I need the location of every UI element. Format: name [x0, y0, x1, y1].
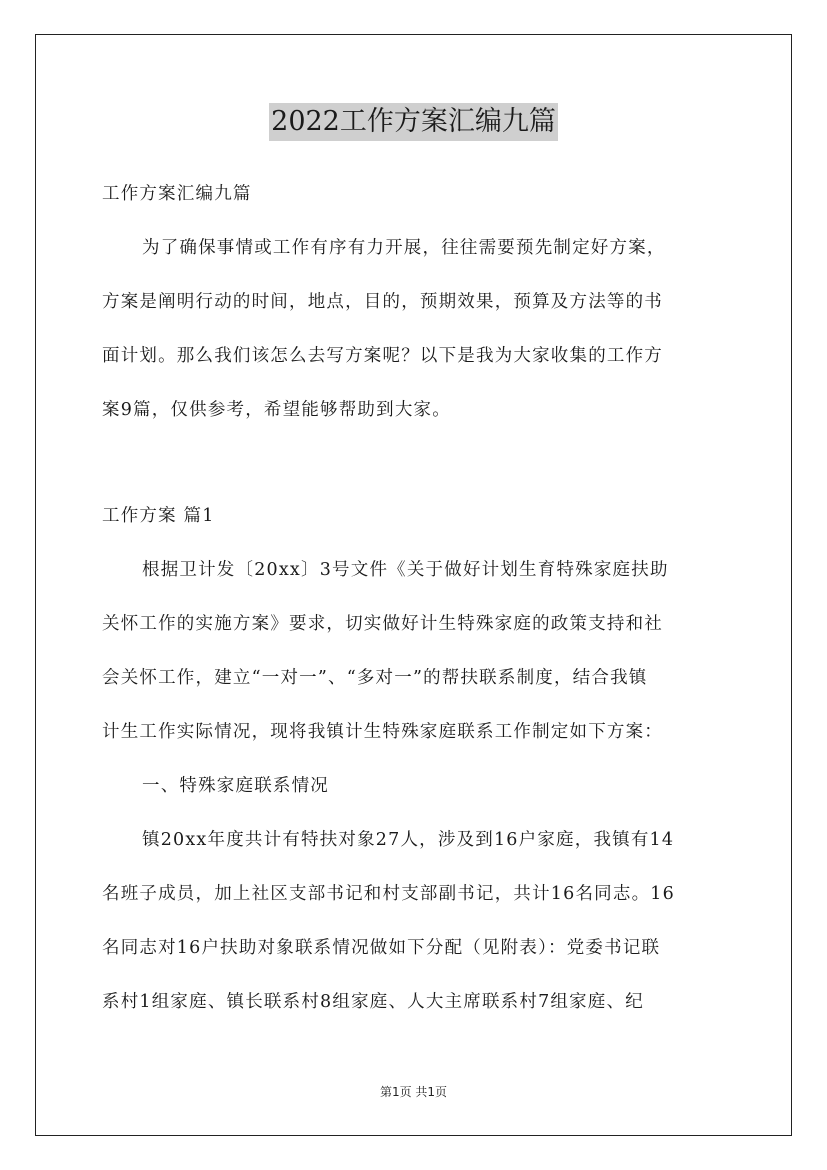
intro-line: 为了确保事情或工作有序有力开展，往往需要预先制定好方案， — [142, 238, 666, 258]
intro-line: 方案是阐明行动的时间，地点，目的，预期效果，预算及方法等的书 — [102, 292, 663, 312]
title-container — [0, 103, 827, 141]
intro-line: 面计划。那么我们该怎么去写方案呢？以下是我为大家收集的工作方 — [102, 346, 663, 366]
paragraph-line: 系村1组家庭、镇长联系村8组家庭、人大主席联系村7组家庭、纪 — [102, 992, 644, 1012]
paragraph-gap — [102, 442, 728, 494]
paragraph-line: 名同志对16户扶助对象联系情况做如下分配（见附表）：党委书记联 — [102, 938, 661, 958]
paragraph-line: 名班子成员，加上社区支部书记和村支部副书记，共计16名同志。16 — [102, 884, 675, 904]
document-body — [102, 172, 728, 1034]
paragraph-line: 根据卫计发〔20xx〕3号文件《关于做好计划生育特殊家庭扶助 — [142, 560, 669, 580]
document-title: 2022工作方案汇编九篇 — [269, 103, 558, 141]
paragraph-line: 会关怀工作，建立“一对一”、“多对一”的帮扶联系制度，结合我镇 — [102, 668, 648, 688]
page-footer: 第1页 共1页 — [379, 1085, 448, 1099]
intro-line: 案9篇，仅供参考，希望能够帮助到大家。 — [102, 400, 451, 420]
paragraph-line: 计生工作实际情况，现将我镇计生特殊家庭联系工作制定如下方案： — [102, 722, 663, 742]
section-heading: 工作方案 篇1 — [102, 506, 215, 526]
subtitle: 工作方案汇编九篇 — [102, 184, 252, 204]
sub-heading: 一、特殊家庭联系情况 — [142, 776, 329, 796]
paragraph-line: 关怀工作的实施方案》要求，切实做好计生特殊家庭的政策支持和社 — [102, 614, 663, 634]
paragraph-line: 镇20xx年度共计有特扶对象27人，涉及到16户家庭，我镇有14 — [142, 830, 675, 850]
